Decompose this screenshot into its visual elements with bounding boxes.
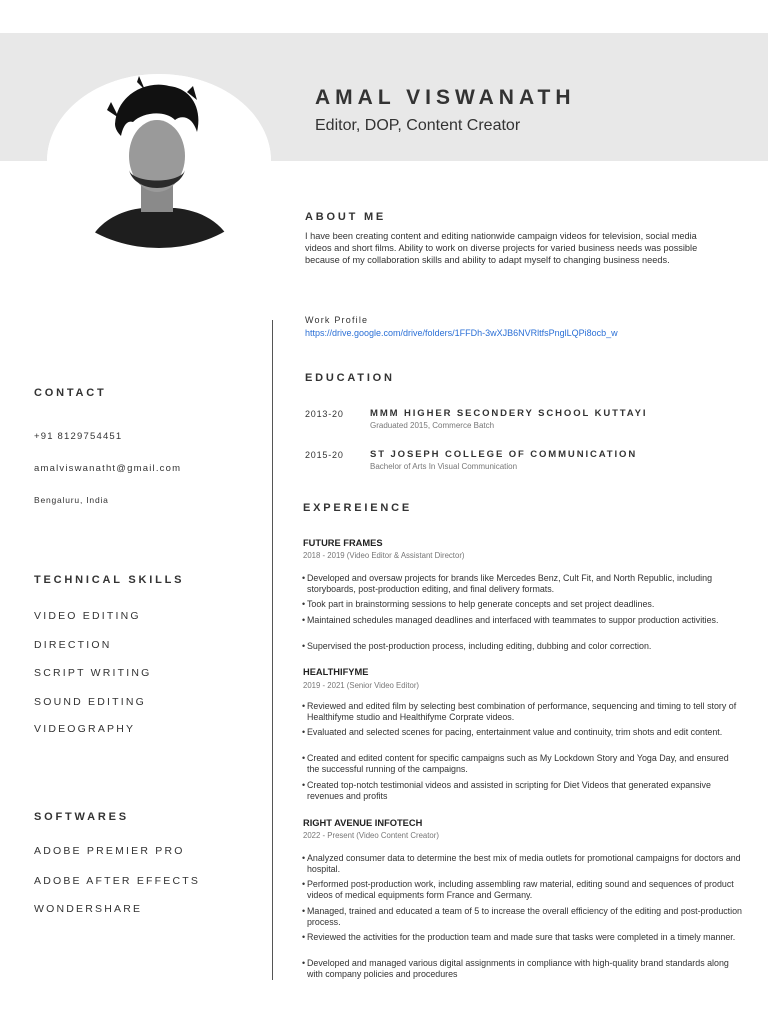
job-bullet: • Reviewed and edited film by selecting best combination of performance, sequencing and timing to tell story of Healthifyme studio and Healthifyme Corprate videos. — [302, 701, 742, 722]
education-year: 2013-20 — [305, 409, 344, 419]
job-bullet: • Developed and managed various digital assignments in compliance with high-quality brand standards along with company policies and procedures — [302, 958, 742, 979]
contact-phone: +91 8129754451 — [34, 431, 123, 442]
softwares-title: SOFTWARES — [34, 811, 129, 823]
job-bullet: • Reviewed the activities for the production team and made sure that tasks were completed in a timely manner. — [302, 932, 742, 943]
contact-title: CONTACT — [34, 387, 107, 399]
person-silhouette-icon — [47, 74, 271, 248]
skill-item: DIRECTION — [34, 639, 112, 651]
education-detail: Bachelor of Arts In Visual Communication — [370, 462, 518, 471]
experience-title: EXPEREIENCE — [303, 502, 413, 514]
job-company: FUTURE FRAMES — [303, 538, 383, 548]
job-period: 2019 - 2021 (Senior Video Editor) — [303, 681, 420, 690]
job-company: HEALTHIFYME — [303, 667, 369, 677]
job-bullet: • Created and edited content for specific campaigns such as My Lockdown Story and Yoga Day, and ensured the successful running of the campaigns. — [302, 753, 742, 774]
candidate-role: Editor, DOP, Content Creator — [315, 117, 521, 134]
work-profile-link[interactable]: https://drive.google.com/drive/folders/1FFDh-3wXJB6NVRltfsPnglLQPi8ocb_w — [305, 328, 618, 338]
job-period: 2018 - 2019 (Video Editor & Assistant Director) — [303, 551, 465, 560]
job-company: RIGHT AVENUE INFOTECH — [303, 818, 423, 828]
about-title: ABOUT ME — [305, 211, 387, 223]
skill-item: VIDEO EDITING — [34, 610, 141, 622]
job-bullet: • Created top-notch testimonial videos and assisted in scripting for Diet Videos that generated expansive revenues and profits — [302, 780, 742, 801]
education-year: 2015-20 — [305, 450, 344, 460]
education-detail: Graduated 2015, Commerce Batch — [370, 421, 495, 430]
software-item: ADOBE AFTER EFFECTS — [34, 875, 201, 887]
job-bullet: • Evaluated and selected scenes for pacing, entertainment value and continuity, trim shots and edit content. — [302, 727, 742, 738]
software-item: ADOBE PREMIER PRO — [34, 845, 185, 857]
job-bullet: • Performed post-production work, including assembling raw material, editing sound and sequences of product videos of medical equipments form France and Germany. — [302, 879, 742, 900]
job-bullet: • Supervised the post-production process, including editing, dubbing and color correction. — [302, 641, 742, 652]
contact-location: Bengaluru, India — [34, 495, 109, 505]
job-bullet: • Managed, trained and educated a team of 5 to increase the overall efficiency of the editing and post-production process. — [302, 906, 742, 927]
about-text: I have been creating content and editing nationwide campaign videos for television, social media videos and short films. Ability to work on diverse projects for varied business needs was possible because of my collaboration skills and ability to adapt myself to changing business needs. — [305, 231, 698, 265]
job-bullet: • Took part in brainstorming sessions to help generate concepts and set project deadlines. — [302, 599, 742, 610]
job-bullet: • Maintained schedules managed deadlines and interfaced with teammates to suppor production activities. — [302, 615, 742, 626]
education-school: MMM HIGHER SECONDERY SCHOOL KUTTAYI — [370, 408, 648, 419]
technical-skills-title: TECHNICAL SKILLS — [34, 574, 185, 586]
software-item: WONDERSHARE — [34, 903, 143, 915]
education-title: EDUCATION — [305, 372, 395, 384]
column-divider — [272, 320, 273, 980]
contact-email[interactable]: amalviswanatht@gmail.com — [34, 463, 182, 474]
work-profile-label: Work Profile — [305, 315, 369, 325]
job-bullet: • Analyzed consumer data to determine the best mix of media outlets for promotional campaigns for doctors and hospital. — [302, 853, 742, 874]
job-period: 2022 - Present (Video Content Creator) — [303, 831, 439, 840]
skill-item: SCRIPT WRITING — [34, 667, 152, 679]
skill-item: VIDEOGRAPHY — [34, 723, 136, 735]
profile-photo — [47, 74, 271, 248]
education-school: ST JOSEPH COLLEGE OF COMMUNICATION — [370, 449, 638, 460]
job-bullet: • Developed and oversaw projects for brands like Mercedes Benz, Cult Fit, and North Republic, including storyboards, post-production editing, and final delivery formats. — [302, 573, 742, 594]
skill-item: SOUND EDITING — [34, 696, 147, 708]
candidate-name: AMAL VISWANATH — [315, 86, 576, 109]
